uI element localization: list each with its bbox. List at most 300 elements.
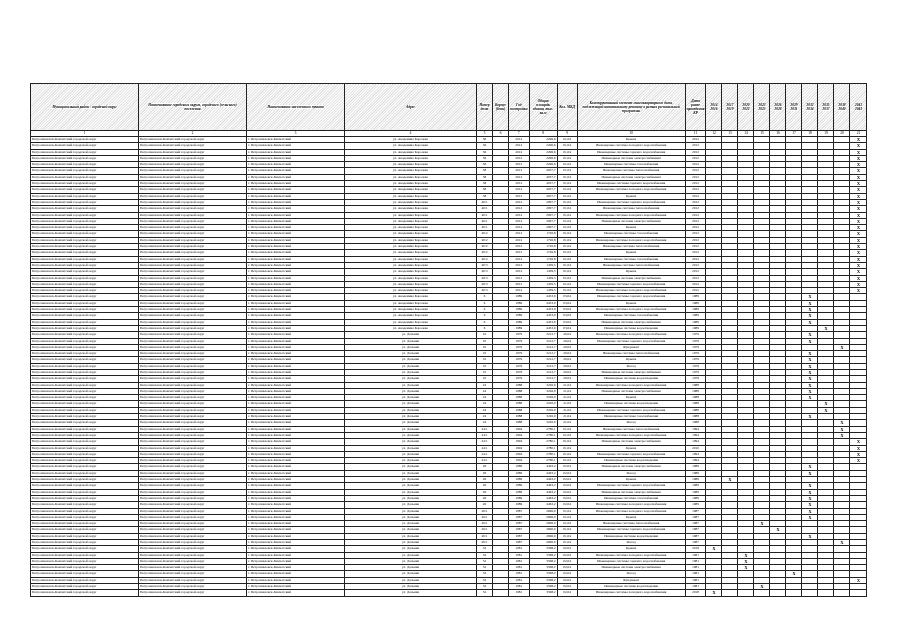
cell-locality: г. Петропавловск-Камчатский <box>247 325 345 331</box>
cell-last-repair: 1981 <box>685 577 706 583</box>
cell-settlement: Петропавловск-Камчатский городской округ <box>139 137 247 143</box>
cell-element: Инженерные системы теплоснабжения <box>577 521 685 527</box>
cell-settlement: Петропавловск-Камчатский городской округ <box>139 162 247 168</box>
cell-district: Петропавловск-Камчатский городской округ <box>31 269 139 275</box>
cell-element: Инженерные системы холодного водоснабжения <box>577 508 685 514</box>
column-number: 17 <box>786 131 802 137</box>
cell-district: Петропавловск-Камчатский городской округ <box>31 181 139 187</box>
cell-locality: г. Петропавловск-Камчатский <box>247 307 345 313</box>
cell-last-repair: 1989 <box>685 307 706 313</box>
cell-house-number: 26 <box>477 470 493 476</box>
cell-block <box>493 590 509 596</box>
cell-house-number: 40/1 <box>477 218 493 224</box>
cell-area: 3568,2 <box>529 571 557 577</box>
cell-year-built: 2012 <box>509 212 530 218</box>
cell-address: ул. Дальняя <box>345 414 477 420</box>
cell-period-21: X <box>850 162 867 168</box>
cell-locality: г. Петропавловск-Камчатский <box>247 250 345 256</box>
cell-year-built: 2012 <box>509 199 530 205</box>
cell-element: Инженерные системы теплоснабжения <box>577 244 685 250</box>
cell-district: Петропавловск-Камчатский городской округ <box>31 325 139 331</box>
cell-element: Инженерные системы электроснабжения <box>577 565 685 571</box>
cell-year-built: 2012 <box>509 174 530 180</box>
cell-address: ул. Академика Королева <box>345 206 477 212</box>
cell-settlement: Петропавловск-Камчатский городской округ <box>139 508 247 514</box>
cell-year-built: 1989 <box>509 300 530 306</box>
cell-element: Инженерные системы горячего водоснабжения <box>577 451 685 457</box>
cell-period-21: X <box>850 281 867 287</box>
cell-period-18: X <box>802 495 818 501</box>
cell-locality: г. Петропавловск-Камчатский <box>247 590 345 596</box>
cell-period-18: X <box>802 414 818 420</box>
cell-count: 21,04 <box>557 395 577 401</box>
cell-settlement: Петропавловск-Камчатский городской округ <box>139 174 247 180</box>
cell-locality: г. Петропавловск-Камчатский <box>247 426 345 432</box>
cell-count: 01,04 <box>557 508 577 514</box>
cell-house-number: 36 <box>477 143 493 149</box>
cell-area: 4037,7 <box>529 187 557 193</box>
cell-period-19: X <box>818 401 834 407</box>
cell-year-built: 1987 <box>509 521 530 527</box>
cell-settlement: Петропавловск-Камчатский городской округ <box>139 294 247 300</box>
cell-last-repair: 1987 <box>685 540 706 546</box>
cell-count: 01,04 <box>557 174 577 180</box>
cell-address: ул. Академика Королева <box>345 218 477 224</box>
cell-year-built: 2012 <box>509 149 530 155</box>
cell-count: 02,04 <box>557 502 577 508</box>
cell-house-number: 26 <box>477 495 493 501</box>
cell-period-21: X <box>850 244 867 250</box>
cell-element: Инженерные системы горячего водоснабжения <box>577 199 685 205</box>
cell-period-21: X <box>850 155 867 161</box>
cell-last-repair: 1994 <box>685 458 706 464</box>
cell-house-number: 26/1 <box>477 533 493 539</box>
cell-element: Инженерные системы горячего водоснабжения <box>577 338 685 344</box>
cell-element: Фасад <box>577 420 685 426</box>
cell-house-number: 32 <box>477 584 493 590</box>
cell-year-built: 1979 <box>509 376 530 382</box>
cell-house-number: 38 <box>477 168 493 174</box>
cell-element: Фасад <box>577 363 685 369</box>
cell-element: Инженерные системы холодного водоснабжения <box>577 143 685 149</box>
cell-year-built: 2012 <box>509 162 530 168</box>
column-header-3 <box>247 84 345 131</box>
cell-year-built: 1988 <box>509 414 530 420</box>
cell-count: 01,04 <box>557 262 577 268</box>
cell-last-repair: 2012 <box>685 187 706 193</box>
cell-element: Инженерные системы теплоснабжения <box>577 351 685 357</box>
cell-area: 3226,0 <box>529 414 557 420</box>
cell-area: 3226,0 <box>529 401 557 407</box>
cell-last-repair: 1981 <box>685 571 706 577</box>
cell-element: Инженерные системы холодного водоснабжения <box>577 590 685 596</box>
cell-address: ул. Дальняя <box>345 445 477 451</box>
cell-last-repair: 1989 <box>685 495 706 501</box>
cell-locality: г. Петропавловск-Камчатский <box>247 357 345 363</box>
cell-settlement: Петропавловск-Камчатский городской округ <box>139 275 247 281</box>
cell-district: Петропавловск-Камчатский городской округ <box>31 319 139 325</box>
cell-year-built: 2012 <box>509 262 530 268</box>
cell-last-repair: 1987 <box>685 508 706 514</box>
cell-settlement: Петропавловск-Камчатский городской округ <box>139 143 247 149</box>
cell-locality: г. Петропавловск-Камчатский <box>247 351 345 357</box>
cell-element: Инженерные системы холодного водоснабжения <box>577 432 685 438</box>
cell-house-number: 32 <box>477 565 493 571</box>
cell-settlement: Петропавловск-Камчатский городской округ <box>139 552 247 558</box>
cell-element: Инженерные системы горячего водоснабжения <box>577 181 685 187</box>
cell-element: Инженерные системы холодного водоснабжения <box>577 187 685 193</box>
cell-year-built: 1994 <box>509 426 530 432</box>
column-number: 3 <box>247 131 345 137</box>
cell-count: 02,04 <box>557 495 577 501</box>
cell-year-built: 2012 <box>509 225 530 231</box>
cell-district: Петропавловск-Камчатский городской округ <box>31 231 139 237</box>
cell-address: ул. Дальняя <box>345 344 477 350</box>
cell-locality: г. Петропавловск-Камчатский <box>247 313 345 319</box>
cell-district: Петропавловск-Камчатский городской округ <box>31 401 139 407</box>
cell-district: Петропавловск-Камчатский городской округ <box>31 357 139 363</box>
column-header-4 <box>345 84 477 131</box>
cell-year-built: 1989 <box>509 489 530 495</box>
cell-period-13 <box>722 590 738 596</box>
cell-address: ул. Дальняя <box>345 432 477 438</box>
cell-district: Петропавловск-Камчатский городской округ <box>31 313 139 319</box>
cell-last-repair: 1994 <box>685 426 706 432</box>
cell-period-19: X <box>818 407 834 413</box>
cell-year-built: 1994 <box>509 432 530 438</box>
cell-element: Инженерные системы холодного водоснабжения <box>577 552 685 558</box>
cell-year-built: 2012 <box>509 244 530 250</box>
cell-house-number: 6 <box>477 313 493 319</box>
column-number: 13 <box>722 131 738 137</box>
cell-area: 2780,1 <box>529 451 557 457</box>
cell-district: Петропавловск-Камчатский городской округ <box>31 577 139 583</box>
column-number: 7 <box>509 131 530 137</box>
cell-settlement: Петропавловск-Камчатский городской округ <box>139 527 247 533</box>
cell-element: Инженерные системы горячего водоснабжения <box>577 149 685 155</box>
cell-area: 1726,8 <box>529 250 557 256</box>
cell-period-18: X <box>802 351 818 357</box>
cell-district: Петропавловск-Камчатский городской округ <box>31 420 139 426</box>
cell-settlement: Петропавловск-Камчатский городской округ <box>139 212 247 218</box>
cell-locality: г. Петропавловск-Камчатский <box>247 155 345 161</box>
cell-last-repair: 1989 <box>685 325 706 331</box>
cell-district: Петропавловск-Камчатский городской округ <box>31 275 139 281</box>
cell-locality: г. Петропавловск-Камчатский <box>247 565 345 571</box>
cell-district: Петропавловск-Камчатский городской округ <box>31 281 139 287</box>
cell-element: Инженерные системы холодного водоснабжения <box>577 307 685 313</box>
cell-year-built: 1979 <box>509 369 530 375</box>
cell-period-21: X <box>850 577 867 583</box>
column-header-7 <box>509 84 530 131</box>
cell-settlement: Петропавловск-Камчатский городской округ <box>139 584 247 590</box>
cell-period-21: X <box>850 206 867 212</box>
cell-house-number: 40/1 <box>477 199 493 205</box>
cell-period-21: X <box>850 137 867 143</box>
cell-house-number: 10 <box>477 357 493 363</box>
cell-settlement: Петропавловск-Камчатский городской округ <box>139 514 247 520</box>
cell-house-number: 36 <box>477 137 493 143</box>
cell-house-number: 40/3 <box>477 269 493 275</box>
cell-locality: г. Петропавловск-Камчатский <box>247 369 345 375</box>
cell-district: Петропавловск-Камчатский городской округ <box>31 206 139 212</box>
cell-area: 1726,8 <box>529 256 557 262</box>
cell-count: 01,04 <box>557 212 577 218</box>
cell-period-19 <box>818 590 834 596</box>
cell-year-built: 1994 <box>509 451 530 457</box>
cell-last-repair: 1989 <box>685 300 706 306</box>
cell-count: 01,04 <box>557 237 577 243</box>
cell-settlement: Петропавловск-Камчатский городской округ <box>139 546 247 552</box>
cell-settlement: Петропавловск-Камчатский городской округ <box>139 218 247 224</box>
cell-area: 3226,0 <box>529 407 557 413</box>
cell-period-18: X <box>802 338 818 344</box>
cell-house-number: 6 <box>477 319 493 325</box>
cell-address: ул. Академика Королева <box>345 137 477 143</box>
cell-house-number: 26 <box>477 502 493 508</box>
cell-area: 2296,6 <box>529 162 557 168</box>
column-number: 2 <box>139 131 247 137</box>
cell-element: Инженерные системы холодного водоснабжения <box>577 332 685 338</box>
cell-count: 01,04 <box>557 256 577 262</box>
cell-period-21: X <box>850 445 867 451</box>
cell-locality: г. Петропавловск-Камчатский <box>247 546 345 552</box>
cell-address: ул. Дальняя <box>345 495 477 501</box>
cell-district: Петропавловск-Камчатский городской округ <box>31 363 139 369</box>
cell-area: 4037,7 <box>529 181 557 187</box>
cell-settlement: Петропавловск-Камчатский городской округ <box>139 269 247 275</box>
cell-element: Инженерные системы теплоснабжения <box>577 168 685 174</box>
cell-last-repair: 1989 <box>685 477 706 483</box>
cell-year-built: 1981 <box>509 577 530 583</box>
column-header-15 <box>754 84 770 131</box>
cell-last-repair: 1994 <box>685 439 706 445</box>
cell-period-14: X <box>738 552 754 558</box>
cell-settlement: Петропавловск-Камчатский городской округ <box>139 244 247 250</box>
cell-year-built: 1989 <box>509 313 530 319</box>
cell-address: ул. Дальняя <box>345 483 477 489</box>
cell-area: 2097,7 <box>529 225 557 231</box>
cell-settlement: Петропавловск-Камчатский городской округ <box>139 319 247 325</box>
cell-year-built: 1979 <box>509 344 530 350</box>
cell-last-repair: 2012 <box>685 149 706 155</box>
cell-district: Петропавловск-Камчатский городской округ <box>31 300 139 306</box>
column-header-label: 2038 2040 <box>838 102 846 111</box>
cell-house-number: 32 <box>477 590 493 596</box>
cell-house-number: 40/2 <box>477 237 493 243</box>
cell-address: ул. Дальняя <box>345 388 477 394</box>
cell-period-21 <box>850 590 867 596</box>
cell-district: Петропавловск-Камчатский городской округ <box>31 143 139 149</box>
cell-element: Крыша <box>577 395 685 401</box>
column-header-label: 2023 2025 <box>758 102 766 111</box>
column-header-label: Общая площадь здания, тыс. кв.м <box>532 98 554 116</box>
cell-count: 02,04 <box>557 552 577 558</box>
cell-settlement: Петропавловск-Камчатский городской округ <box>139 414 247 420</box>
cell-year-built: 1988 <box>509 401 530 407</box>
cell-period-18: X <box>802 483 818 489</box>
cell-last-repair: 2012 <box>685 206 706 212</box>
cell-year-built: 1989 <box>509 470 530 476</box>
cell-locality: г. Петропавловск-Камчатский <box>247 401 345 407</box>
cell-locality: г. Петропавловск-Камчатский <box>247 432 345 438</box>
cell-house-number: 24 <box>477 420 493 426</box>
cell-district: Петропавловск-Камчатский городской округ <box>31 256 139 262</box>
cell-count: 01,04 <box>557 168 577 174</box>
cell-period-21: X <box>850 237 867 243</box>
cell-period-13: X <box>722 477 738 483</box>
cell-last-repair: 1981 <box>685 558 706 564</box>
cell-address: ул. Дальняя <box>345 470 477 476</box>
cell-year-built: 2012 <box>509 155 530 161</box>
cell-district: Петропавловск-Камчатский городской округ <box>31 546 139 552</box>
cell-element: Инженерные системы теплоснабжения <box>577 262 685 268</box>
cell-area: 3212,7 <box>529 369 557 375</box>
cell-period-21: X <box>850 143 867 149</box>
cell-period-19: X <box>818 325 834 331</box>
cell-address: ул. Дальняя <box>345 401 477 407</box>
cell-area: 1726,8 <box>529 244 557 250</box>
cell-address: ул. Дальняя <box>345 439 477 445</box>
column-header-label: Адрес <box>405 104 416 109</box>
cell-house-number: 32 <box>477 546 493 552</box>
cell-last-repair: 1988 <box>685 420 706 426</box>
cell-address: ул. Дальняя <box>345 502 477 508</box>
cell-address: ул. Академика Королева <box>345 168 477 174</box>
cell-count: 01,04 <box>557 218 577 224</box>
cell-element: Инженерные системы водоотведения <box>577 325 685 331</box>
cell-count: 01,04 <box>557 206 577 212</box>
cell-locality: г. Петропавловск-Камчатский <box>247 420 345 426</box>
cell-locality: г. Петропавловск-Камчатский <box>247 269 345 275</box>
cell-year-built: 1979 <box>509 338 530 344</box>
cell-locality: г. Петропавловск-Камчатский <box>247 149 345 155</box>
cell-area: 3568,2 <box>529 565 557 571</box>
cell-area: 3226,0 <box>529 382 557 388</box>
cell-locality: г. Петропавловск-Камчатский <box>247 477 345 483</box>
cell-district: Петропавловск-Камчатский городской округ <box>31 445 139 451</box>
cell-area: 3212,7 <box>529 357 557 363</box>
cell-locality: г. Петропавловск-Камчатский <box>247 332 345 338</box>
cell-address: ул. Академика Королева <box>345 300 477 306</box>
cell-house-number: 10 <box>477 369 493 375</box>
cell-settlement: Петропавловск-Камчатский городской округ <box>139 325 247 331</box>
cell-district: Петропавловск-Камчатский городской округ <box>31 388 139 394</box>
cell-district: Петропавловск-Камчатский городской округ <box>31 470 139 476</box>
cell-last-repair: 2018 <box>685 590 706 596</box>
cell-address: ул. Дальняя <box>345 477 477 483</box>
cell-locality: г. Петропавловск-Камчатский <box>247 458 345 464</box>
cell-count: 20,04 <box>557 376 577 382</box>
cell-house-number: 10 <box>477 332 493 338</box>
cell-period-21: X <box>850 193 867 199</box>
column-header-17 <box>786 84 802 131</box>
cell-district: Петропавловск-Камчатский городской округ <box>31 187 139 193</box>
cell-last-repair: 1989 <box>685 483 706 489</box>
cell-address: ул. Дальняя <box>345 382 477 388</box>
cell-address: ул. Академика Королева <box>345 193 477 199</box>
cell-address: ул. Дальняя <box>345 540 477 546</box>
cell-house-number: 40/2 <box>477 256 493 262</box>
column-header-label: Кол. МКД <box>559 104 575 109</box>
cell-house-number: 10 <box>477 363 493 369</box>
cell-count: 03,04 <box>557 313 577 319</box>
cell-area: 1726,8 <box>529 237 557 243</box>
cell-last-repair: 2012 <box>685 155 706 161</box>
column-header-5 <box>477 84 493 131</box>
cell-count: 20,04 <box>557 332 577 338</box>
cell-count: 20,04 <box>557 338 577 344</box>
cell-year-built: 1994 <box>509 439 530 445</box>
cell-district: Петропавловск-Камчатский городской округ <box>31 451 139 457</box>
cell-period-18: X <box>802 533 818 539</box>
cell-last-repair: 2012 <box>685 237 706 243</box>
cell-house-number: 32 <box>477 571 493 577</box>
cell-year-built: 2012 <box>509 206 530 212</box>
cell-settlement: Петропавловск-Камчатский городской округ <box>139 407 247 413</box>
cell-area: 2696,0 <box>529 533 557 539</box>
cell-settlement: Петропавловск-Камчатский городской округ <box>139 376 247 382</box>
cell-address: ул. Академика Королева <box>345 294 477 300</box>
cell-locality: г. Петропавловск-Камчатский <box>247 376 345 382</box>
cell-area: 3568,2 <box>529 584 557 590</box>
column-header-label: 2020 2022 <box>742 102 750 111</box>
cell-locality: г. Петропавловск-Камчатский <box>247 533 345 539</box>
column-number: 19 <box>818 131 834 137</box>
cell-last-repair: 2012 <box>685 137 706 143</box>
cell-period-18: X <box>802 307 818 313</box>
cell-count: 02,04 <box>557 489 577 495</box>
cell-last-repair: 2012 <box>685 231 706 237</box>
cell-district: Петропавловск-Камчатский городской округ <box>31 137 139 143</box>
cell-year-built: 2012 <box>509 218 530 224</box>
cell-period-18: X <box>802 319 818 325</box>
cell-district: Петропавловск-Камчатский городской округ <box>31 332 139 338</box>
cell-last-repair: 2018 <box>685 546 706 552</box>
cell-district: Петропавловск-Камчатский городской округ <box>31 502 139 508</box>
cell-period-18: X <box>802 470 818 476</box>
cell-house-number: 40/1 <box>477 225 493 231</box>
cell-locality: г. Петропавловск-Камчатский <box>247 388 345 394</box>
cell-count: 01,04 <box>557 281 577 287</box>
cell-area: 3212,7 <box>529 344 557 350</box>
cell-area: 3568,2 <box>529 558 557 564</box>
cell-year-built: 1988 <box>509 388 530 394</box>
cell-address: ул. Дальняя <box>345 590 477 596</box>
cell-house-number: 26 <box>477 464 493 470</box>
cell-last-repair: 1994 <box>685 432 706 438</box>
cell-year-built: 1989 <box>509 294 530 300</box>
cell-year-built: 1981 <box>509 565 530 571</box>
cell-element: Инженерные системы горячего водоснабжения <box>577 527 685 533</box>
cell-address: ул. Дальняя <box>345 527 477 533</box>
cell-house-number: 10 <box>477 344 493 350</box>
cell-period-21: X <box>850 218 867 224</box>
cell-district: Петропавловск-Камчатский городской округ <box>31 521 139 527</box>
column-header-label: 2032 2034 <box>806 102 814 111</box>
cell-house-number: 26/1 <box>477 540 493 546</box>
cell-district: Петропавловск-Камчатский городской округ <box>31 508 139 514</box>
cell-address: ул. Академика Королева <box>345 269 477 275</box>
cell-address: ул. Дальняя <box>345 464 477 470</box>
column-number: 1 <box>31 131 139 137</box>
cell-element: Инженерные системы горячего водоснабжения <box>577 407 685 413</box>
cell-address: ул. Дальняя <box>345 508 477 514</box>
cell-area: 3226,0 <box>529 420 557 426</box>
cell-locality: г. Петропавловск-Камчатский <box>247 414 345 420</box>
cell-address: ул. Дальняя <box>345 357 477 363</box>
cell-period-15: X <box>754 584 770 590</box>
